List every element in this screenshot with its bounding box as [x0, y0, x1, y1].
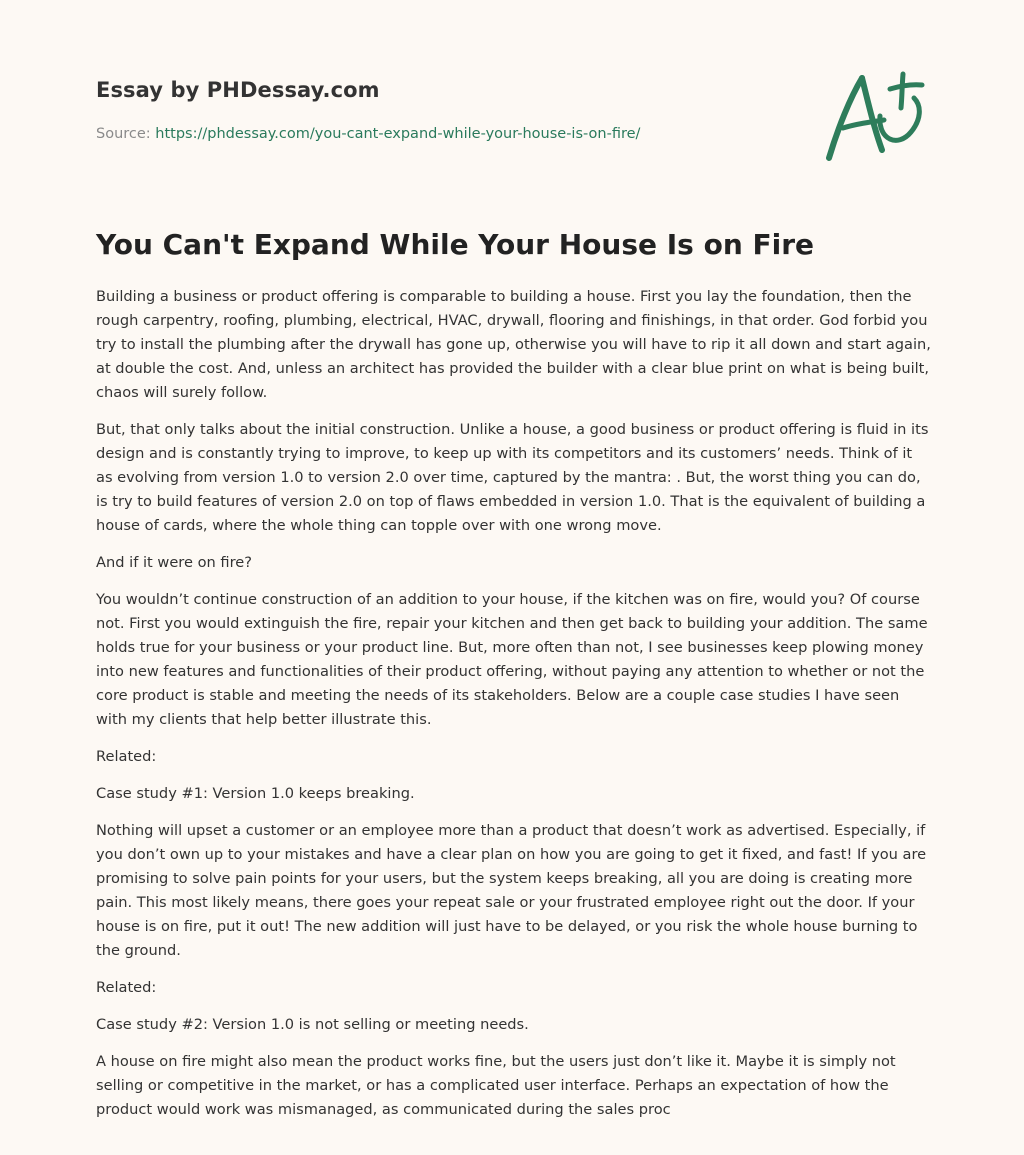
related-label: Related: [96, 979, 157, 996]
essay-title: You Can't Expand While Your House Is on Fire [96, 228, 815, 261]
essay-body [96, 285, 932, 1135]
source-line [96, 124, 796, 144]
site-title: Essay by PHDessay.com [96, 78, 380, 102]
a-plus-logo-icon [818, 66, 928, 166]
logo-plus-vertical [901, 74, 903, 108]
source-link[interactable]: https://phdessay.com/you-cant-expand-while-your-house-is-on-fire/ [155, 126, 641, 142]
logo-a-left-stroke [829, 78, 862, 158]
paragraph: And if it were on fire? [96, 554, 253, 571]
paragraph: Nothing will upset a customer or an employee more than a product that doesn’t work as advertised. Especially, if you don’t own up to your mistakes and have a clear plan on how you are going to get it fixed, and fast! If you are promising to solve pain points for your users, but the system keeps breaking, all you are doing is creating more pain. This most likely means, there goes your repeat sale or your frustrated employee right out the door. If your house is on fire, put it out! The new addition will just have to be delayed, or you risk the whole house burning to the ground. [96, 822, 927, 959]
paragraph: But, that only talks about the initial construction. Unlike a house, a good business or product offering is fluid in its design and is constantly trying to improve, to keep up with its competitors and its customers’ needs. Think of it as evolving from version 1.0 to version 2.0 over time, captured by the mantra: . But, the worst thing you can do, is try to build features of version 2.0 on top of flaws embedded in version 1.0. That is the equivalent of building a house of cards, where the whole thing can topple over with one wrong move. [96, 421, 929, 534]
case-study-heading: Case study #1: Version 1.0 keeps breaking. [96, 785, 415, 802]
page-header [96, 76, 796, 144]
paragraph: A house on fire might also mean the product works fine, but the users just don’t like it. Maybe it is simply not selling or competitive in the market, or has a complicated user interface. Perhaps an expectation of how the product would work was mismanaged, as communicated during the sales proc [96, 1053, 896, 1118]
paragraph: Building a business or product offering is comparable to building a house. First you lay the foundation, then the rough carpentry, roofing, plumbing, electrical, HVAC, drywall, flooring and finishings, in that order. God forbid you try to install the plumbing after the drywall has gone up, otherwise you will have to rip it all down and start again, at double the cost. And, unless an architect has provided the builder with a clear blue print on what is being built, chaos will surely follow. [96, 288, 931, 401]
related-label: Related: [96, 748, 157, 765]
logo-plus-horizontal [890, 85, 922, 89]
paragraph: You wouldn’t continue construction of an addition to your house, if the kitchen was on fire, would you? Of course not. First you would extinguish the fire, repair your kitchen and then get back to building your addition. The same holds true for your business or your product line. But, more often than not, I see businesses keep plowing money into new features and functionalities of their product offering, without paying any attention to whether or not the core product is stable and meeting the needs of its stakeholders. Below are a couple case studies I have seen with my clients that help better illustrate this. [96, 591, 928, 728]
source-label: Source: [96, 126, 151, 142]
case-study-heading: Case study #2: Version 1.0 is not selling or meeting needs. [96, 1016, 529, 1033]
